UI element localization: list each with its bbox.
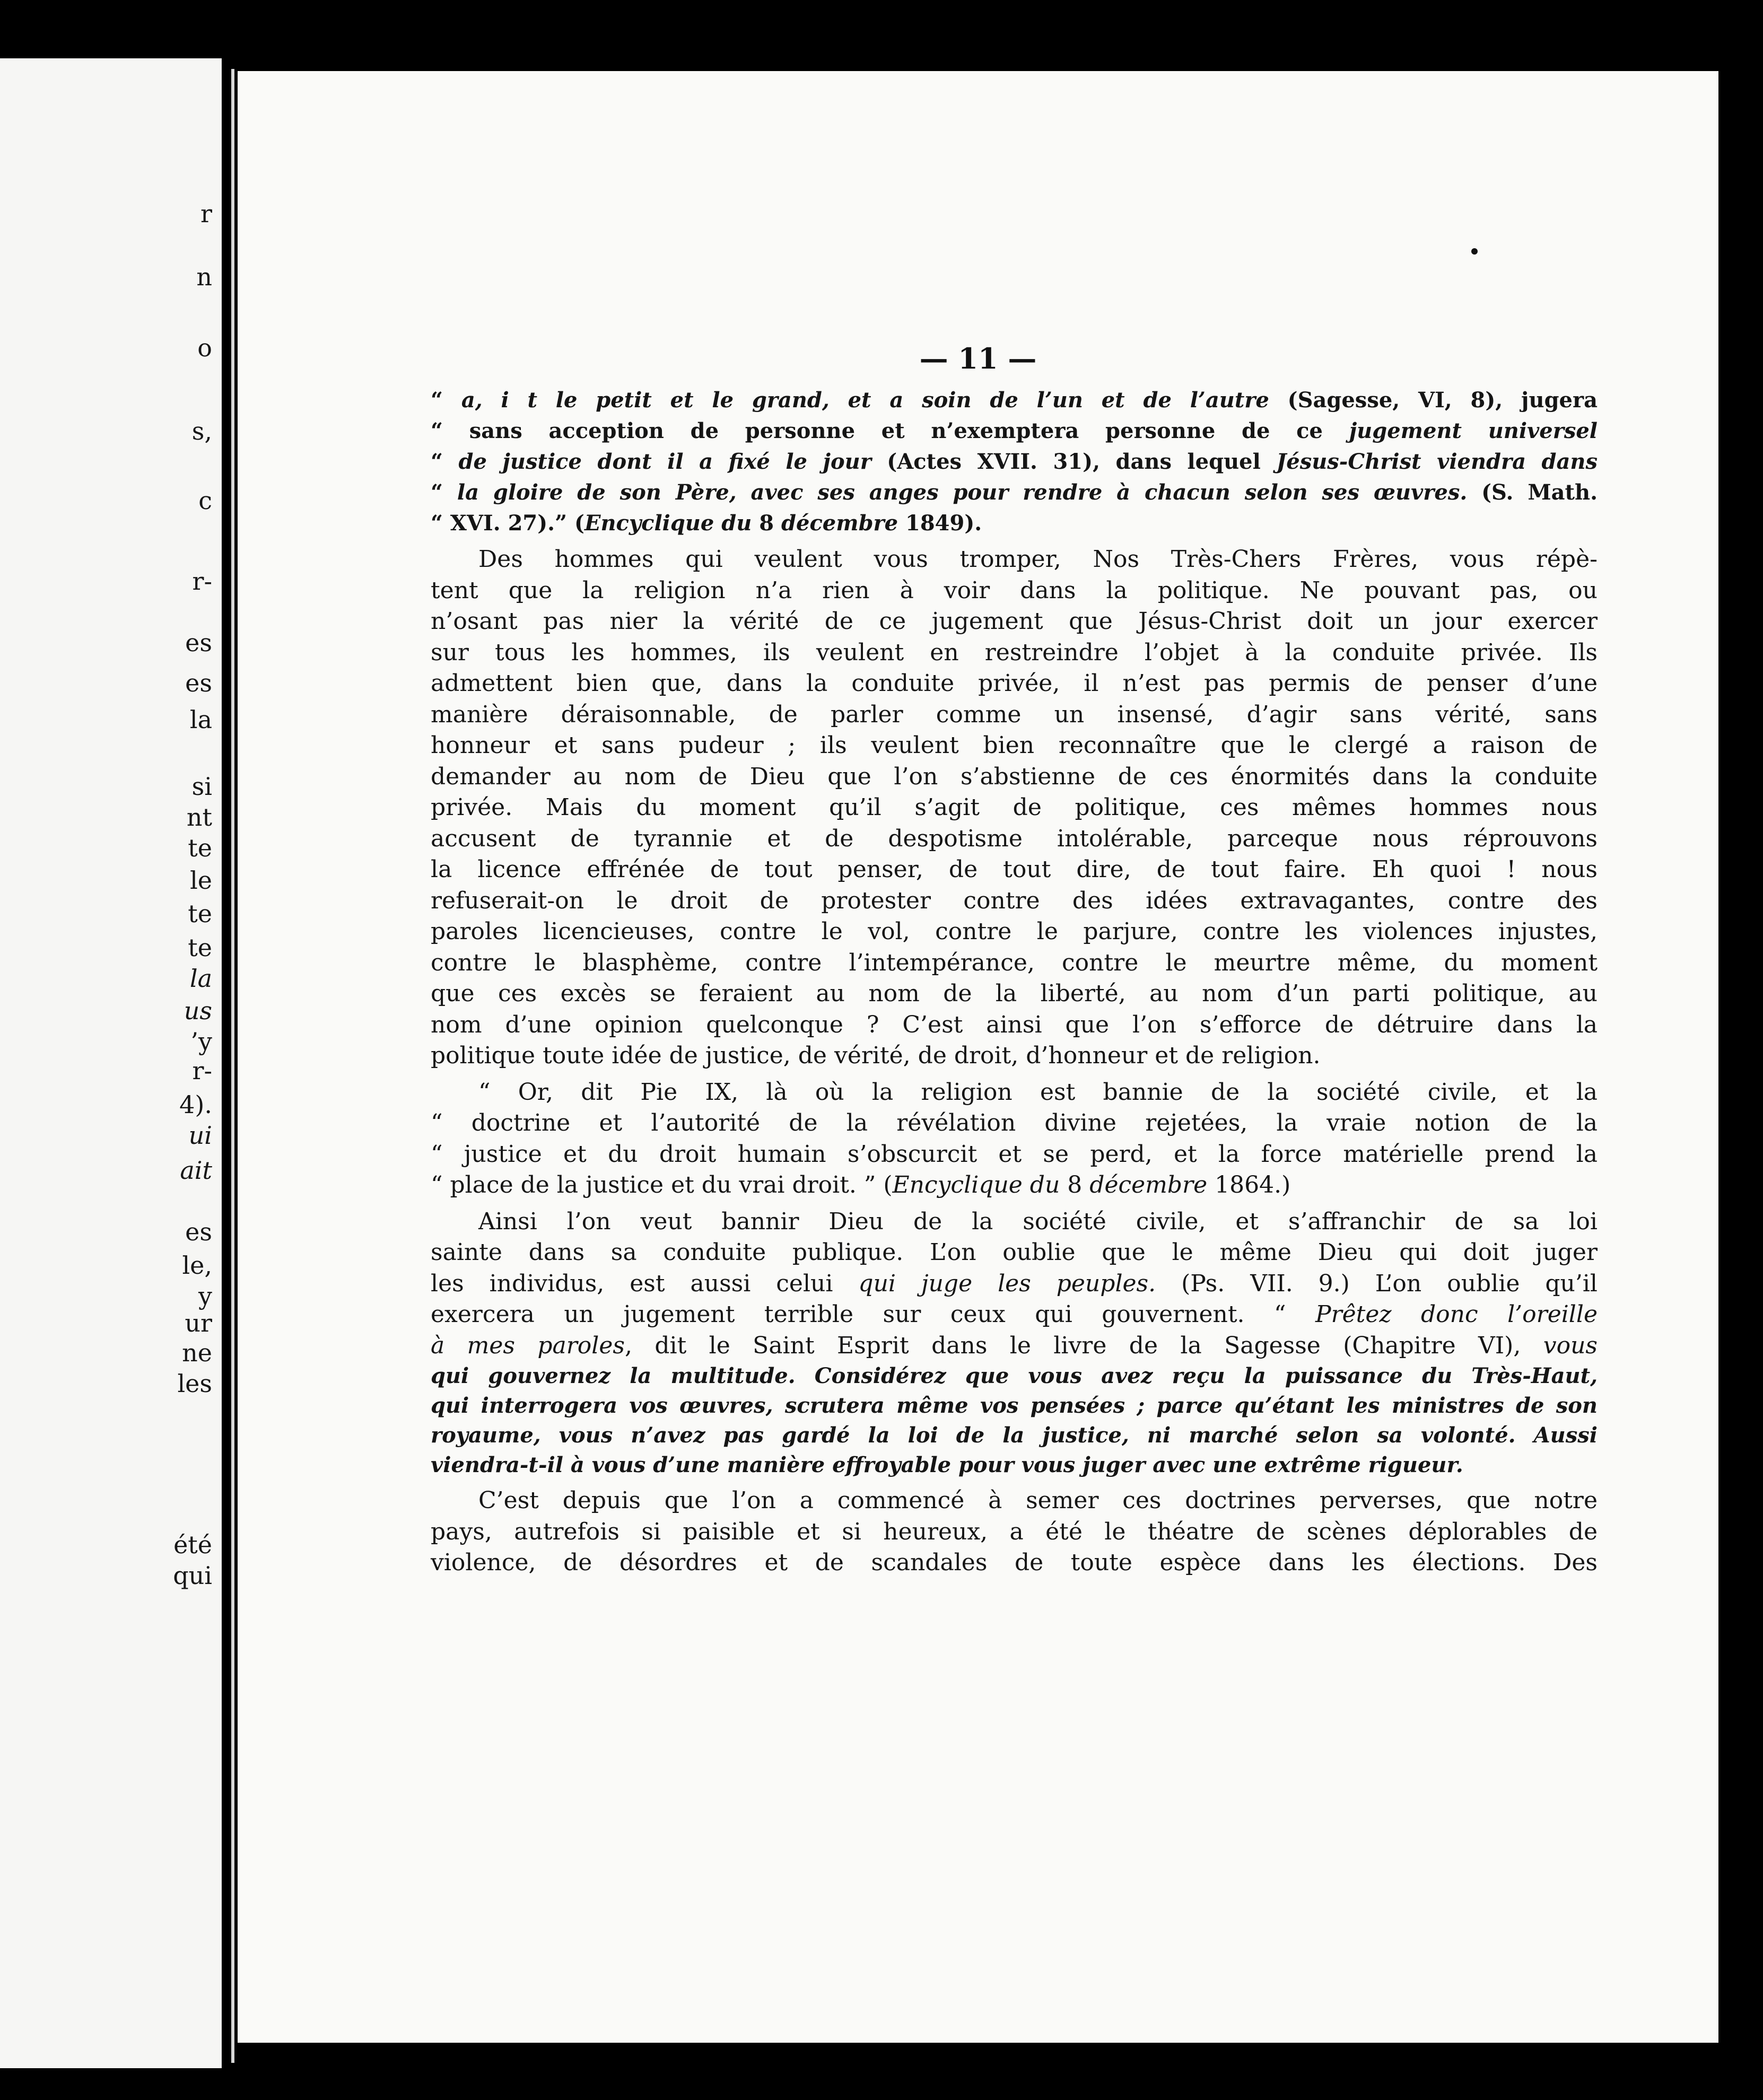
text-line: la licence effrénée de tout penser, de tout dire, de tout faire. Eh quoi ! nous: [431, 856, 1598, 883]
left-page-fragment: le: [190, 866, 212, 895]
text-line: [431, 447, 1598, 477]
text-run: 1864.): [1207, 1171, 1291, 1198]
text-line: [431, 1331, 1598, 1362]
italic-run: Encyclique du: [584, 511, 752, 536]
text-run: (Actes XVII. 31), dans lequel: [871, 449, 1277, 474]
text-run: “ doctrine et l’autorité de la révélation divine rejetées, la vraie notion de la: [431, 1109, 1598, 1136]
left-page-fragment: c: [198, 486, 212, 515]
text-line: politique toute idée de justice, de vérité, de droit, d’honneur et de religion.: [431, 1042, 1321, 1069]
left-page-fragment: es: [185, 1218, 212, 1246]
left-page-fragment: te: [188, 834, 212, 862]
text-line: nom d’une opinion quelconque ? C’est ainsi que l’on s’efforce de détruire dans la: [431, 1011, 1598, 1038]
left-page-fragment: te: [188, 899, 212, 928]
italic-run: Jésus-Christ viendra dans: [1276, 449, 1598, 474]
left-page-fragment: le,: [182, 1251, 212, 1280]
text-line: n’osant pas nier la vérité de ce jugement que Jésus-Christ doit un jour exercer: [431, 608, 1598, 635]
text-line: admettent bien que, dans la conduite privée, il n’est pas permis de penser d’une: [431, 670, 1598, 697]
left-page-fragment: les: [177, 1369, 212, 1398]
left-page-fragment: la: [189, 964, 212, 993]
text-run: “ place de la justice et du vrai droit. ” (: [431, 1171, 893, 1198]
italic-run: a, i t le petit et le grand, et a soin de l’un et de l’autre: [461, 388, 1269, 413]
left-page-fragment: la: [189, 705, 212, 734]
left-page-edge: [0, 58, 222, 2068]
text-run: “ sans acception de personne et n’exemptera personne de ce: [431, 418, 1349, 443]
text-run: “: [431, 480, 457, 505]
left-page-fragment: si: [191, 772, 212, 801]
opening-quotation: [431, 385, 1598, 539]
text-line: accusent de tyrannie et de despotisme intolérable, parceque nous réprouvons: [431, 825, 1598, 852]
left-page-fragment: été: [173, 1530, 212, 1559]
text-line: [431, 477, 1598, 508]
text-run: 1849).: [898, 511, 982, 536]
text-line: [431, 1077, 1598, 1108]
italic-run: décembre: [1089, 1171, 1208, 1198]
text-run: “: [431, 388, 461, 413]
text-run: Ainsi l’on veut bannir Dieu de la société civile, et s’affranchir de sa loi: [478, 1208, 1598, 1235]
italic-run: la gloire de son Père, avec ses anges pour rendre à chacun selon ses œuvres.: [457, 480, 1468, 505]
text-line: [431, 1108, 1598, 1139]
text-line: pays, autrefois si paisible et si heureux, a été le théatre de scènes déplorables de: [431, 1518, 1598, 1545]
left-page-fragment: 4).: [179, 1090, 212, 1119]
left-page-fragment: ui: [188, 1121, 212, 1150]
book-page: [238, 71, 1718, 2043]
text-line: C’est depuis que l’on a commencé à semer ces doctrines perverses, que notre: [478, 1487, 1598, 1514]
left-page-fragment: ’y: [190, 1027, 212, 1056]
text-line: privée. Mais du moment qu’il s’agit de politique, ces mêmes hommes nous: [431, 794, 1598, 821]
text-line: [431, 416, 1598, 447]
text-line: violence, de désordres et de scandales de toute espèce dans les élections. Des: [431, 1549, 1598, 1576]
left-page-fragment: te: [188, 933, 212, 962]
text-run: (Sagesse, VI, 8), jugera: [1269, 388, 1598, 413]
left-page-fragment: r-: [192, 567, 212, 596]
text-run: (S. Math.: [1467, 480, 1598, 505]
italic-run: décembre: [781, 511, 898, 536]
italic-run: à mes paroles: [431, 1332, 625, 1359]
italic-run: jugement universel: [1349, 418, 1598, 443]
text-run: “ XVI. 27).” (: [431, 511, 584, 536]
text-line: qui gouvernez la multitude. Considérez que vous avez reçu la puissance du Très-Haut,: [431, 1363, 1598, 1388]
text-line: tent que la religion n’a rien à voir dans la politique. Ne pouvant pas, ou: [431, 576, 1598, 604]
italic-run: vous: [1543, 1332, 1598, 1359]
left-page-fragment: s,: [191, 417, 212, 445]
left-page-fragment: us: [184, 996, 212, 1025]
text-run: , dit le Saint Esprit dans le livre de la Sagesse (Chapitre VI),: [624, 1332, 1543, 1359]
text-line: [431, 1299, 1598, 1331]
text-line: honneur et sans pudeur ; ils veulent bien reconnaître que le clergé a raison de: [431, 732, 1598, 759]
text-run: “ justice et du droit humain s’obscurcit et se perd, et la force matérielle prend la: [431, 1140, 1598, 1168]
page-number: — 11 —: [919, 342, 1037, 375]
left-page-fragment: qui: [173, 1561, 212, 1590]
text-line: manière déraisonnable, de parler comme un insensé, d’agir sans vérité, sans: [431, 701, 1598, 728]
wisdom-quotation: [431, 1361, 1598, 1480]
italic-run: qui juge les peuples.: [858, 1270, 1156, 1297]
text-run: 8: [752, 511, 782, 536]
left-page-fragment: y: [198, 1282, 212, 1310]
text-line: paroles licencieuses, contre le vol, contre le parjure, contre les violences injustes,: [431, 918, 1598, 945]
text-line: [431, 508, 1598, 539]
text-line: refuserait-on le droit de protester contre des idées extravagantes, contre des: [431, 887, 1598, 914]
text-line: demander au nom de Dieu que l’on s’abstienne de ces énormités dans la conduite: [431, 763, 1598, 790]
text-line: sur tous les hommes, ils veulent en restreindre l’objet à la conduite privée. Ils: [431, 638, 1598, 666]
text-line: Des hommes qui veulent vous tromper, Nos Très-Chers Frères, vous répè-: [478, 546, 1598, 573]
text-run: les individus, est aussi celui: [431, 1270, 859, 1297]
left-page-fragment: r-: [192, 1056, 212, 1085]
left-page-fragment: n: [196, 262, 212, 291]
text-run: sainte dans sa conduite publique. L’on oublie que le même Dieu qui doit juger: [431, 1239, 1598, 1266]
text-run: 8: [1060, 1171, 1090, 1198]
text-line: [431, 1237, 1598, 1268]
text-line: [431, 385, 1598, 416]
left-page-fragment: o: [197, 334, 212, 362]
text-line: [431, 1170, 1598, 1201]
text-line: viendra-t-il à vous d’une manière effroyable pour vous juger avec une extrême rigueur.: [431, 1452, 1463, 1477]
ink-speck: [1471, 248, 1478, 255]
text-line: [431, 1206, 1598, 1238]
left-page-fragment: ur: [185, 1309, 212, 1337]
left-page-fragment: es: [185, 669, 212, 697]
text-run: “ Or, dit Pie IX, là où la religion est bannie de la société civile, et la: [478, 1078, 1598, 1106]
paragraph-ainsi: [431, 1206, 1598, 1362]
paragraph-depuis: [431, 1485, 1598, 1579]
italic-run: Encyclique du: [892, 1171, 1060, 1198]
text-line: contre le blasphème, contre l’intempérance, contre le meurtre même, du moment: [431, 949, 1598, 976]
left-page-fragment: r: [200, 199, 212, 228]
text-run: (Ps. VII. 9.) L’on oublie qu’il: [1156, 1270, 1598, 1297]
text-line: qui interrogera vos œuvres, scrutera même vos pensées ; parce qu’étant les ministres de son: [431, 1393, 1598, 1418]
left-page-fragment: nt: [186, 803, 212, 832]
text-run: “: [431, 449, 459, 474]
text-line: royaume, vous n’avez pas gardé la loi de la justice, ni marché selon sa volonté. Aussi: [431, 1423, 1598, 1448]
left-page-fragment: es: [185, 628, 212, 657]
page-body: [431, 385, 1598, 1579]
italic-run: Prêtez donc l’oreille: [1315, 1301, 1598, 1328]
text-run: exercera un jugement terrible sur ceux qui gouvernent. “: [431, 1301, 1315, 1328]
left-page-fragment: ne: [182, 1338, 212, 1367]
left-page-fragment: ait: [180, 1156, 212, 1185]
page-gutter: [231, 69, 234, 2063]
text-line: [431, 1268, 1598, 1300]
text-line: que ces excès se feraient au nom de la liberté, au nom d’un parti politique, au: [431, 980, 1598, 1007]
text-line: [431, 1139, 1598, 1170]
italic-run: de justice dont il a fixé le jour: [458, 449, 871, 474]
paragraph-pie-ix-quote: [431, 1077, 1598, 1201]
paragraph-hommes: [431, 544, 1598, 1072]
